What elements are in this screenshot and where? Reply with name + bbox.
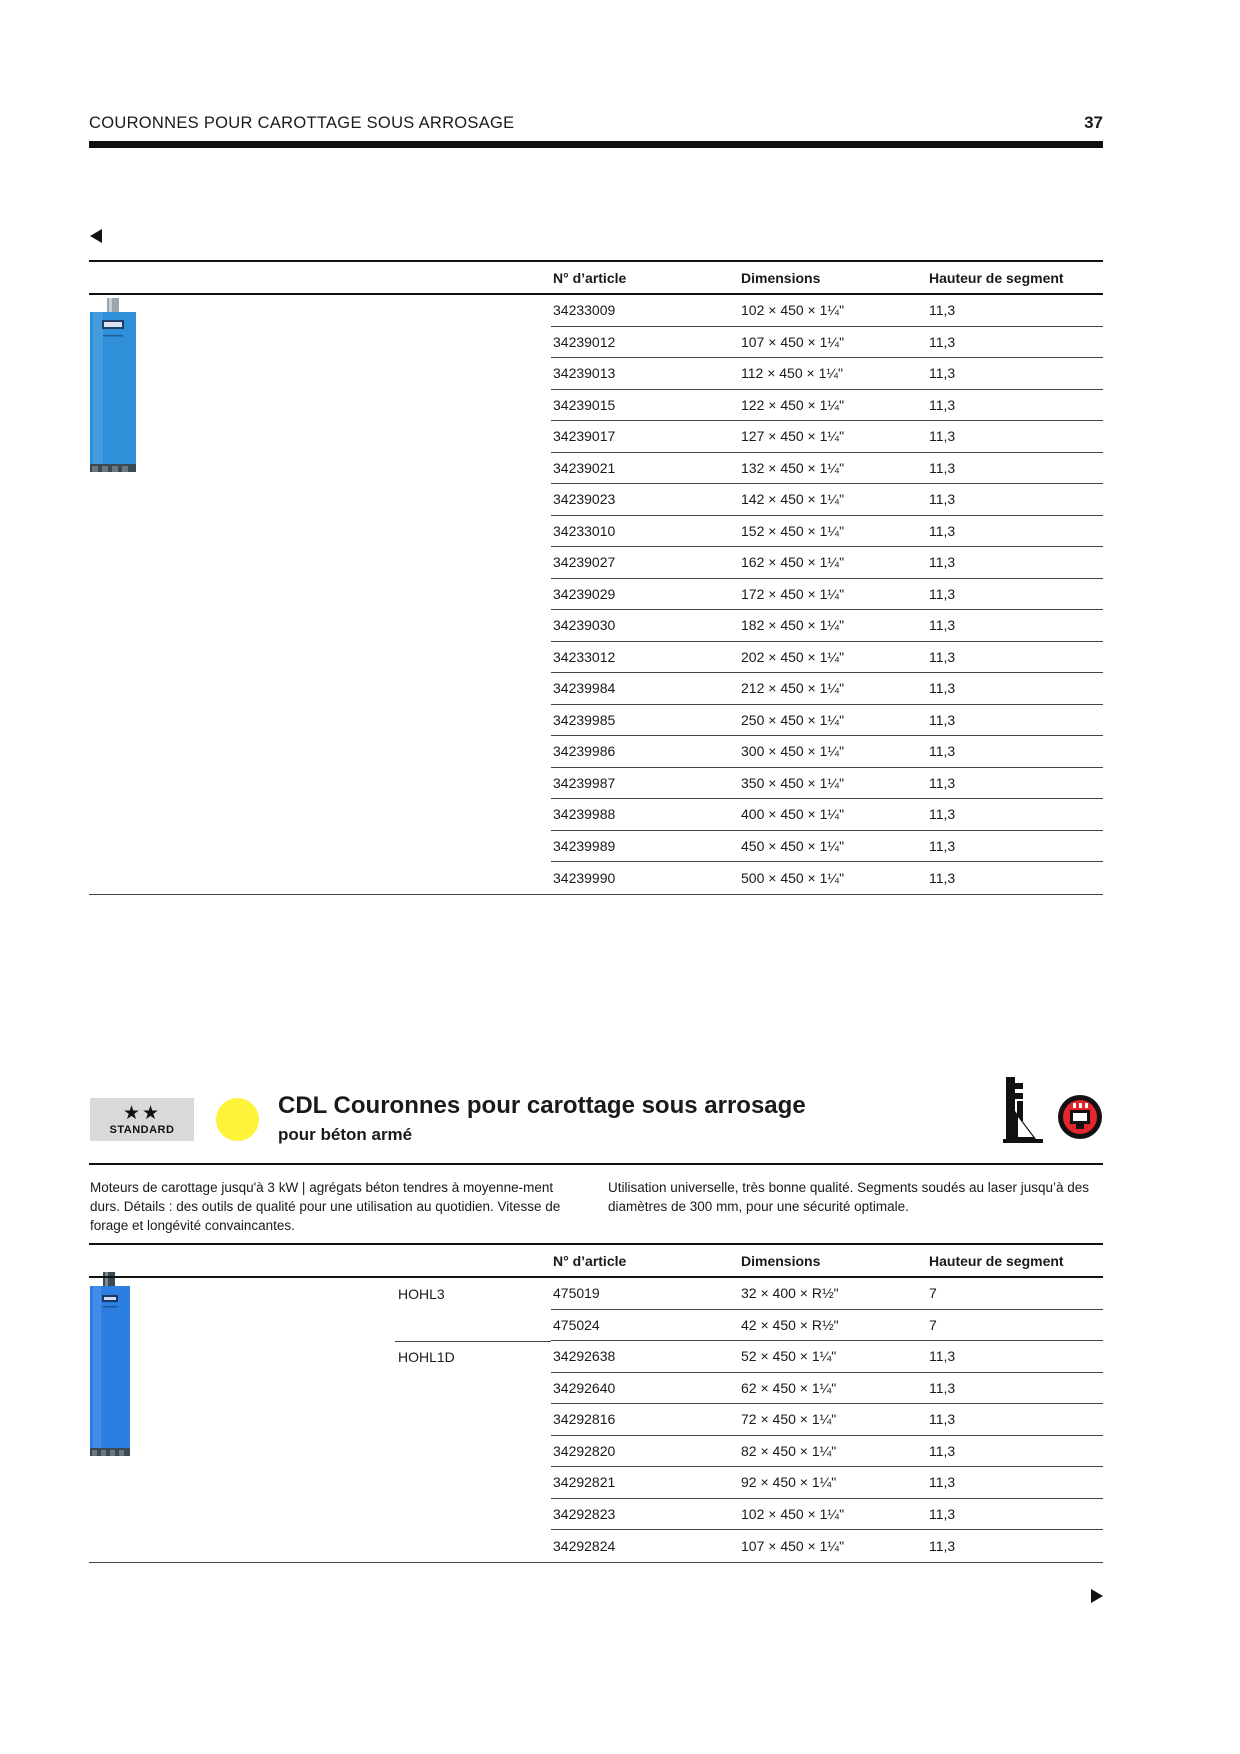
article-number: 34292640 bbox=[553, 1379, 616, 1396]
row-cells bbox=[551, 799, 1103, 831]
row-cells bbox=[551, 295, 1103, 327]
dimensions: 212 × 450 × 1¼" bbox=[741, 680, 845, 697]
article-number: 475024 bbox=[553, 1316, 600, 1333]
header-dimensions: Dimensions bbox=[741, 269, 821, 286]
segment-height: 7 bbox=[929, 1285, 937, 1302]
variant-cell bbox=[395, 1499, 551, 1531]
table-row bbox=[89, 1373, 1103, 1405]
article-number: 34239984 bbox=[553, 680, 616, 697]
row-cells bbox=[551, 831, 1103, 863]
dimensions: 300 × 450 × 1¼" bbox=[741, 743, 845, 760]
article-number: 34239990 bbox=[553, 869, 616, 886]
article-number: 34239030 bbox=[553, 617, 616, 634]
row-cells bbox=[551, 736, 1103, 768]
article-number: 34292820 bbox=[553, 1442, 616, 1459]
standard-rating-badge bbox=[90, 1098, 194, 1141]
article-number: 34239013 bbox=[553, 365, 616, 382]
table-row bbox=[89, 295, 1103, 327]
row-cells bbox=[551, 579, 1103, 611]
article-number: 34292638 bbox=[553, 1348, 616, 1365]
table-row bbox=[89, 1404, 1103, 1436]
segment-height: 11,3 bbox=[929, 1442, 956, 1459]
article-table-1 bbox=[89, 260, 1103, 895]
table-row bbox=[89, 736, 1103, 768]
article-number: 34239989 bbox=[553, 837, 616, 854]
dimensions: 162 × 450 × 1¼" bbox=[741, 554, 845, 571]
segment-height: 11,3 bbox=[929, 1411, 956, 1428]
dimensions: 92 × 450 × 1¼" bbox=[741, 1474, 837, 1491]
row-cells bbox=[551, 484, 1103, 516]
row-cells bbox=[551, 547, 1103, 579]
row-cells bbox=[551, 1499, 1103, 1531]
header-rule bbox=[89, 141, 1103, 148]
segment-height: 11,3 bbox=[929, 837, 956, 854]
variant-cell bbox=[395, 1278, 551, 1310]
dimensions: 107 × 450 × 1¼" bbox=[741, 333, 845, 350]
table-row bbox=[89, 862, 1103, 894]
segment-height: 11,3 bbox=[929, 617, 956, 634]
segment-height: 11,3 bbox=[929, 365, 956, 382]
table-row bbox=[89, 453, 1103, 485]
dimensions: 62 × 450 × 1¼" bbox=[741, 1379, 837, 1396]
dimensions: 42 × 450 × R½" bbox=[741, 1316, 839, 1333]
dimensions: 32 × 400 × R½" bbox=[741, 1285, 839, 1302]
dimensions: 82 × 450 × 1¼" bbox=[741, 1442, 837, 1459]
page-number: 37 bbox=[1084, 113, 1103, 132]
dimensions: 350 × 450 × 1¼" bbox=[741, 774, 845, 791]
table-row bbox=[89, 1467, 1103, 1499]
table-header bbox=[89, 262, 1103, 295]
table-row bbox=[89, 768, 1103, 800]
article-number: 34239027 bbox=[553, 554, 616, 571]
table-row bbox=[89, 705, 1103, 737]
segment-height: 11,3 bbox=[929, 743, 956, 760]
segment-height: 11,3 bbox=[929, 711, 956, 728]
article-number: 34292816 bbox=[553, 1411, 616, 1428]
segment-height: 11,3 bbox=[929, 585, 956, 602]
article-number: 34292821 bbox=[553, 1474, 616, 1491]
row-cells bbox=[551, 390, 1103, 422]
article-number: 475019 bbox=[553, 1285, 600, 1302]
article-table-2 bbox=[89, 1243, 1103, 1563]
dimensions: 152 × 450 × 1¼" bbox=[741, 522, 845, 539]
row-cells bbox=[551, 610, 1103, 642]
table-row bbox=[89, 484, 1103, 516]
segment-height: 11,3 bbox=[929, 1379, 956, 1396]
row-cells bbox=[551, 862, 1103, 894]
table-row bbox=[89, 1530, 1103, 1562]
row-cells bbox=[551, 705, 1103, 737]
article-number: 34239987 bbox=[553, 774, 616, 791]
table-row bbox=[89, 358, 1103, 390]
dimensions: 182 × 450 × 1¼" bbox=[741, 617, 845, 634]
dimensions: 132 × 450 × 1¼" bbox=[741, 459, 845, 476]
segment-height: 11,3 bbox=[929, 459, 956, 476]
table-row bbox=[89, 831, 1103, 863]
table-row bbox=[89, 547, 1103, 579]
row-cells bbox=[551, 516, 1103, 548]
yellow-dot-icon bbox=[216, 1098, 259, 1141]
segment-height: 11,3 bbox=[929, 869, 956, 886]
page-header-title: COURONNES POUR CAROTTAGE SOUS ARROSAGE bbox=[89, 114, 515, 132]
table-row bbox=[89, 1436, 1103, 1468]
header-dimensions: Dimensions bbox=[741, 1252, 821, 1269]
segment-height: 11,3 bbox=[929, 522, 956, 539]
article-number: 34292824 bbox=[553, 1537, 616, 1554]
header-article: N° d’article bbox=[553, 269, 627, 286]
description-right: Utilisation universelle, très bonne qualité. Segments soudés au laser jusqu’à des diamètres de 300 mm, pour une sécurité optimale. bbox=[608, 1180, 1090, 1214]
segment-height: 11,3 bbox=[929, 774, 956, 791]
description-left: Moteurs de carottage jusqu'à 3 kW | agrégats béton tendres à moyenne-ment durs. Détails : des outils de qualité pour une utilisation au quotidien. Vitesse de forage et longévité convaincantes. bbox=[90, 1180, 561, 1233]
water-drop-icon bbox=[1057, 1094, 1103, 1145]
article-number: 34292823 bbox=[553, 1505, 616, 1522]
segment-height: 11,3 bbox=[929, 554, 956, 571]
segment-height: 11,3 bbox=[929, 333, 956, 350]
dimensions: 500 × 450 × 1¼" bbox=[741, 869, 845, 886]
row-cells bbox=[551, 358, 1103, 390]
variant-cell bbox=[395, 1467, 551, 1499]
variant-cell bbox=[395, 1404, 551, 1436]
header-segment-height: Hauteur de segment bbox=[929, 269, 1064, 286]
triangle-left-icon[interactable] bbox=[90, 229, 102, 243]
segment-height: 11,3 bbox=[929, 1348, 956, 1365]
segment-height: 11,3 bbox=[929, 648, 956, 665]
article-number: 34239986 bbox=[553, 743, 616, 760]
segment-height: 11,3 bbox=[929, 1537, 956, 1554]
dimensions: 52 × 450 × 1¼" bbox=[741, 1348, 837, 1365]
article-number: 34239017 bbox=[553, 428, 616, 445]
row-cells bbox=[551, 1404, 1103, 1436]
table-row bbox=[89, 610, 1103, 642]
article-number: 34233012 bbox=[553, 648, 616, 665]
badge-label: STANDARD bbox=[109, 1124, 175, 1136]
table-row bbox=[89, 642, 1103, 674]
table-row bbox=[89, 673, 1103, 705]
dimensions: 122 × 450 × 1¼" bbox=[741, 396, 845, 413]
article-number: 34239012 bbox=[553, 333, 616, 350]
row-cells bbox=[551, 1310, 1103, 1342]
article-number: 34239023 bbox=[553, 491, 616, 508]
table-row bbox=[89, 1341, 1103, 1373]
table-row bbox=[89, 579, 1103, 611]
segment-height: 11,3 bbox=[929, 302, 956, 319]
article-number: 34233010 bbox=[553, 522, 616, 539]
variant-cell bbox=[395, 1373, 551, 1405]
article-number: 34239985 bbox=[553, 711, 616, 728]
table-row bbox=[89, 327, 1103, 359]
dimensions: 107 × 450 × 1¼" bbox=[741, 1537, 845, 1554]
table-row bbox=[89, 421, 1103, 453]
dimensions: 127 × 450 × 1¼" bbox=[741, 428, 845, 445]
article-number: 34239021 bbox=[553, 459, 616, 476]
dimensions: 72 × 450 × 1¼" bbox=[741, 1411, 837, 1428]
dimensions: 102 × 450 × 1¼" bbox=[741, 1505, 845, 1522]
segment-height: 11,3 bbox=[929, 396, 956, 413]
rating-stars-icon: ★★ bbox=[122, 1103, 162, 1124]
row-cells bbox=[551, 768, 1103, 800]
dimensions: 250 × 450 × 1¼" bbox=[741, 711, 845, 728]
table-header bbox=[89, 1245, 1103, 1278]
row-cells bbox=[551, 1278, 1103, 1310]
segment-height: 11,3 bbox=[929, 491, 956, 508]
table-row bbox=[89, 516, 1103, 548]
variant-label: HOHL1D bbox=[398, 1349, 455, 1366]
variant-cell bbox=[395, 1341, 551, 1373]
section-rule bbox=[89, 1163, 1103, 1165]
row-cells bbox=[551, 642, 1103, 674]
table-row bbox=[89, 1278, 1103, 1310]
segment-height: 11,3 bbox=[929, 680, 956, 697]
dimensions: 142 × 450 × 1¼" bbox=[741, 491, 845, 508]
dimensions: 102 × 450 × 1¼" bbox=[741, 302, 845, 319]
row-cells bbox=[551, 421, 1103, 453]
row-cells bbox=[551, 327, 1103, 359]
variant-cell bbox=[395, 1530, 551, 1562]
article-number: 34239029 bbox=[553, 585, 616, 602]
row-cells bbox=[551, 1467, 1103, 1499]
article-number: 34233009 bbox=[553, 302, 616, 319]
variant-cell bbox=[395, 1436, 551, 1468]
article-number: 34239988 bbox=[553, 806, 616, 823]
row-cells bbox=[551, 673, 1103, 705]
core-drill-machine-icon bbox=[1003, 1077, 1043, 1148]
row-cells bbox=[551, 1341, 1103, 1373]
table-row bbox=[89, 1499, 1103, 1531]
triangle-right-icon[interactable] bbox=[1091, 1589, 1103, 1603]
row-cells bbox=[551, 1436, 1103, 1468]
segment-height: 11,3 bbox=[929, 1505, 956, 1522]
dimensions: 450 × 450 × 1¼" bbox=[741, 837, 845, 854]
dimensions: 172 × 450 × 1¼" bbox=[741, 585, 845, 602]
section-title: CDL Couronnes pour carottage sous arrosage bbox=[278, 1092, 806, 1119]
variant-label: HOHL3 bbox=[398, 1285, 445, 1302]
row-cells bbox=[551, 1373, 1103, 1405]
segment-height: 11,3 bbox=[929, 806, 956, 823]
section-subtitle: pour béton armé bbox=[278, 1125, 413, 1144]
segment-height: 11,3 bbox=[929, 428, 956, 445]
dimensions: 400 × 450 × 1¼" bbox=[741, 806, 845, 823]
dimensions: 112 × 450 × 1¼" bbox=[741, 365, 844, 382]
header-article: N° d’article bbox=[553, 1252, 627, 1269]
segment-height: 11,3 bbox=[929, 1474, 956, 1491]
table-row bbox=[89, 1310, 1103, 1342]
table-row bbox=[89, 799, 1103, 831]
row-cells bbox=[551, 1530, 1103, 1562]
dimensions: 202 × 450 × 1¼" bbox=[741, 648, 845, 665]
header-segment-height: Hauteur de segment bbox=[929, 1252, 1064, 1269]
segment-height: 7 bbox=[929, 1316, 937, 1333]
article-number: 34239015 bbox=[553, 396, 616, 413]
row-cells bbox=[551, 453, 1103, 485]
table-row bbox=[89, 390, 1103, 422]
variant-cell bbox=[395, 1310, 551, 1342]
